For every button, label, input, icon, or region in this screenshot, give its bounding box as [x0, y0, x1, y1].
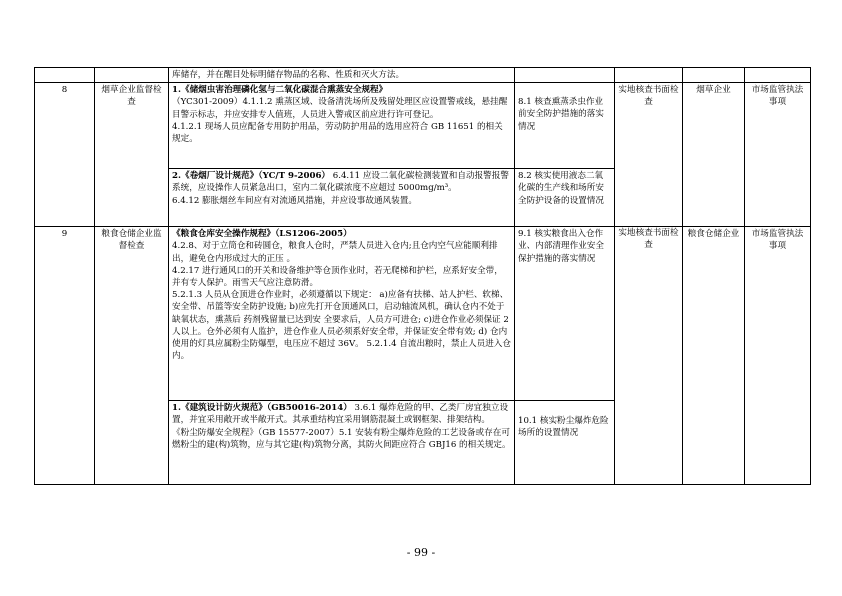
check-point: 8.2 核实使用液态二氧化碳的生产线和场所安全防护设备的设置情况	[515, 169, 615, 227]
table-row	[35, 83, 811, 169]
basis-cell	[169, 401, 515, 485]
basis-text: 4.1.2.1 现场人员应配备专用防护用品，劳动防护用品的选用应符合 GB 11651 的相关规定。	[172, 121, 503, 145]
basis-text: 4.2.8、对于立筒仓和砖圆仓，粮食人仓时，严禁人员进入仓内;且仓内空气应能顺利排出，避免仓内形成过大的正压 。	[172, 241, 498, 264]
basis-cell	[169, 83, 515, 169]
basis-text: 6.4.12 膨胀烟丝车间应有对流通风措施，并应设事故通风装置。	[172, 195, 417, 206]
basis-cell	[169, 169, 515, 227]
check-point: 10.1 核实粉尘爆炸危险场所的设置情况	[515, 401, 615, 485]
check-method: 实地核查书面检查	[615, 227, 683, 485]
table-row-fragment	[35, 68, 811, 83]
basis-text: 4.2.17 进行通风口的开关和设备维护等仓顶作业时，若无爬梯和护栏，应系好安全带，并有专人保护。雨雪天气应注意防滑。	[172, 265, 503, 289]
basis-text: 5.2.1.3 人员从仓顶进仓作业时，必须遵循以下规定： a)应备有扶梯、站人护栏、软梯、安全带、吊篮等安全防护设施; b)应先打开仓顶通风口，启动轴流风机，确认仓内不处于缺氧状态，熏蒸后 药剂残留量已达到安 全要求后，人员方可进仓; c)进仓作业必须保证 2 人以上。仓外必须有人监护，进仓作业人员必须系好安全带，并保证安全带有效; d) 仓内使用的灯具应属粉尘防爆型，电压应不超过 36V。 5.2.1.4 自流出粮时，禁止人员进入仓内。	[172, 290, 511, 362]
page-number: - 99 -	[406, 546, 436, 559]
inspection-item: 粮食仓储企业监督检查	[95, 227, 169, 485]
check-point: 8.1 核查熏蒸杀虫作业前安全防护措施的落实情况	[515, 83, 615, 169]
basis-title: 1.《建筑设计防火规范》（GB50016-2014）	[172, 403, 352, 414]
basis-text: 《粉尘防爆安全规程》（GB 15577-2007）5.1 安装有粉尘爆炸危险的工艺设备或存在可燃粉尘的建(构)筑物，应与其它建(构)筑物分离，其防火间距应符合 GBJ16 的相关规定。	[172, 427, 511, 450]
basis-title: 1.《储烟虫害治理磷化氢与二氧化碳混合熏蒸安全规程》	[172, 85, 388, 96]
check-point: 9.1 核实粮食出入仓作业、内部清理作业安全保护措施的落实情况	[515, 227, 615, 401]
basis-text: （YC301-2009）4.1.1.2 熏蒸区域、设备清洗场所及残留处理区应设置警戒线，悬挂醒目警示标志，并应安排专人值班，人员进入警戒区前应进行许可登记。	[172, 97, 508, 120]
check-object: 烟草企业	[683, 83, 745, 227]
basis-cell	[169, 227, 515, 401]
table-row	[35, 227, 811, 401]
basis-text: 3.6.1 爆炸危险的甲、乙类厂房宜独立设置，并宜采用敞开或半敞开式。其承重结构宜采用钢筋混凝土或钢框架、排架结构。	[172, 403, 509, 426]
enforcement-dept: 市场监管执法事项	[745, 83, 811, 227]
basis-text: 6.4.11 应设二氧化碳检测装置和自动报警报警系统，应设操作人员紧急出口，室内二氧化碳浓度不应超过 5000mg/m³。	[172, 171, 509, 194]
regulation-table	[34, 67, 811, 485]
row-number: 8	[35, 83, 95, 227]
inspection-item: 烟草企业监督检查	[95, 83, 169, 227]
basis-title: 2.《卷烟厂设计规范》（YC/T 9-2006）	[172, 171, 331, 182]
basis-title: 《粮食仓库安全操作规程》（LS1206-2005）	[172, 229, 352, 240]
row-number: 9	[35, 227, 95, 485]
basis-fragment: 库储存，并在醒目处标明储存物品的名称、性质和灭火方法。	[169, 68, 515, 83]
check-object: 粮食仓储企业	[683, 227, 745, 485]
enforcement-dept: 市场监管执法事项	[745, 227, 811, 485]
check-method: 实地核查书面检查	[615, 83, 683, 227]
